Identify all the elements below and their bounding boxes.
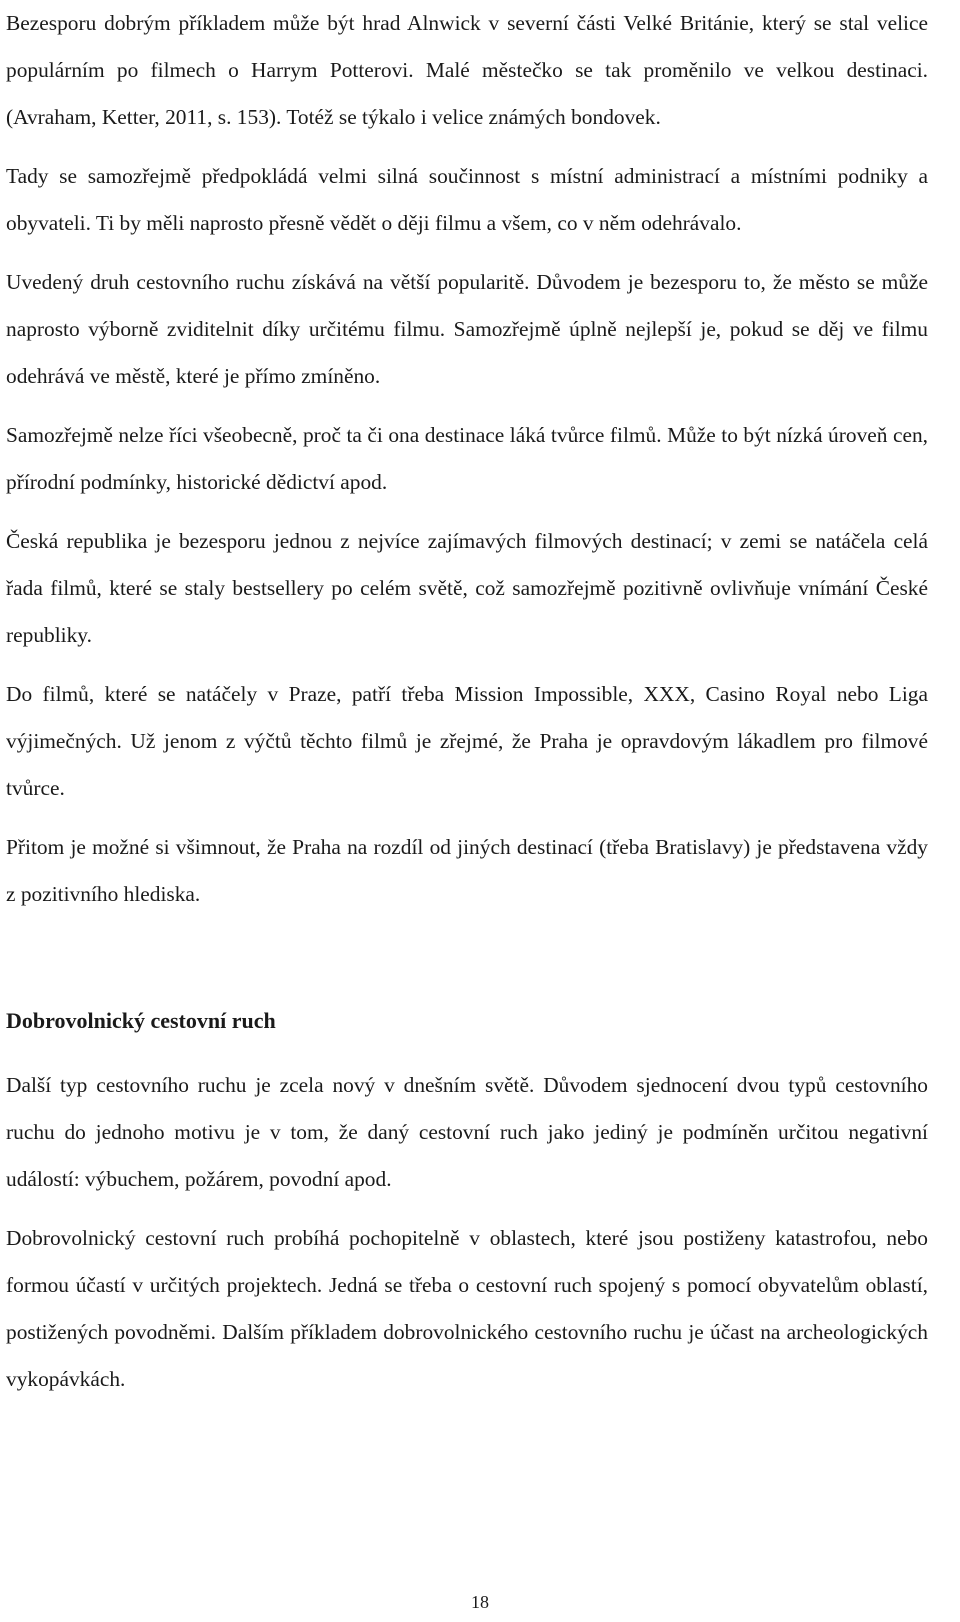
paragraph-czech-republic: Česká republika je bezesporu jednou z nejvíce zajímavých filmových destinací; v zemi se natáčela celá řada filmů, které se staly bestsellery po celém světě, což samozřejmě pozitivně ovlivňuje vnímání České republiky.: [6, 529, 928, 647]
paragraph-popularity: Uvedený druh cestovního ruchu získává na větší popularitě. Důvodem je bezesporu to, že město se může naprosto výborně zviditelnit díky určitému filmu. Samozřejmě úplně nejlepší je, pokud se děj ve filmu odehrává ve městě, které je přímo zmíněno.: [6, 270, 928, 388]
section-heading: Dobrovolnický cestovní ruch: [6, 1008, 276, 1033]
paragraph-administration: Tady se samozřejmě předpokládá velmi silná součinnost s místní administrací a místními podniky a obyvateli. Ti by měli naprosto přesně vědět o ději filmu a všem, co v něm odehrávalo.: [6, 164, 928, 235]
paragraph-volunteer-details: Dobrovolnický cestovní ruch probíhá pochopitelně v oblastech, které jsou postiženy katastrofou, nebo formou účastí v určitých projektech. Jedná se třeba o cestovní ruch spojený s pomocí obyvatelům oblastí, postižených povodněmi. Dalším příkladem dobrovolnického cestovního ruchu je účast na archeologických vykopávkách.: [6, 1226, 928, 1391]
paragraph-prague-films: Do filmů, které se natáčely v Praze, patří třeba Mission Impossible, XXX, Casino Royal nebo Liga výjimečných. Už jenom z výčtů těchto filmů je zřejmé, že Praha je opravdovým lákadlem pro filmové tvůrce.: [6, 682, 928, 800]
paragraph-volunteer-intro: Další typ cestovního ruchu je zcela nový v dnešním světě. Důvodem sjednocení dvou typů cestovního ruchu do jednoho motivu je v tom, že daný cestovní ruch jako jediný je podmíněn určitou negativní událostí: výbuchem, požárem, povodní apod.: [6, 1073, 928, 1191]
paragraph-alnwick: Bezesporu dobrým příkladem může být hrad Alnwick v severní části Velké Británie, který se stal velice populárním po filmech o Harrym Potterovi. Malé městečko se tak proměnilo ve velkou destinaci. (Avraham, Ketter, 2011, s. 153). Totéž se týkalo i velice známých bondovek.: [6, 11, 928, 129]
paragraph-prague-image: Přitom je možné si všimnout, že Praha na rozdíl od jiných destinací (třeba Bratislavy) je představena vždy z pozitivního hlediska.: [6, 835, 928, 906]
page-number: 18: [471, 1592, 489, 1612]
page-body: [6, 0, 928, 1403]
paragraph-reasons: Samozřejmě nelze říci všeobecně, proč ta či ona destinace láká tvůrce filmů. Může to být nízká úroveň cen, přírodní podmínky, historické dědictví apod.: [6, 423, 928, 494]
